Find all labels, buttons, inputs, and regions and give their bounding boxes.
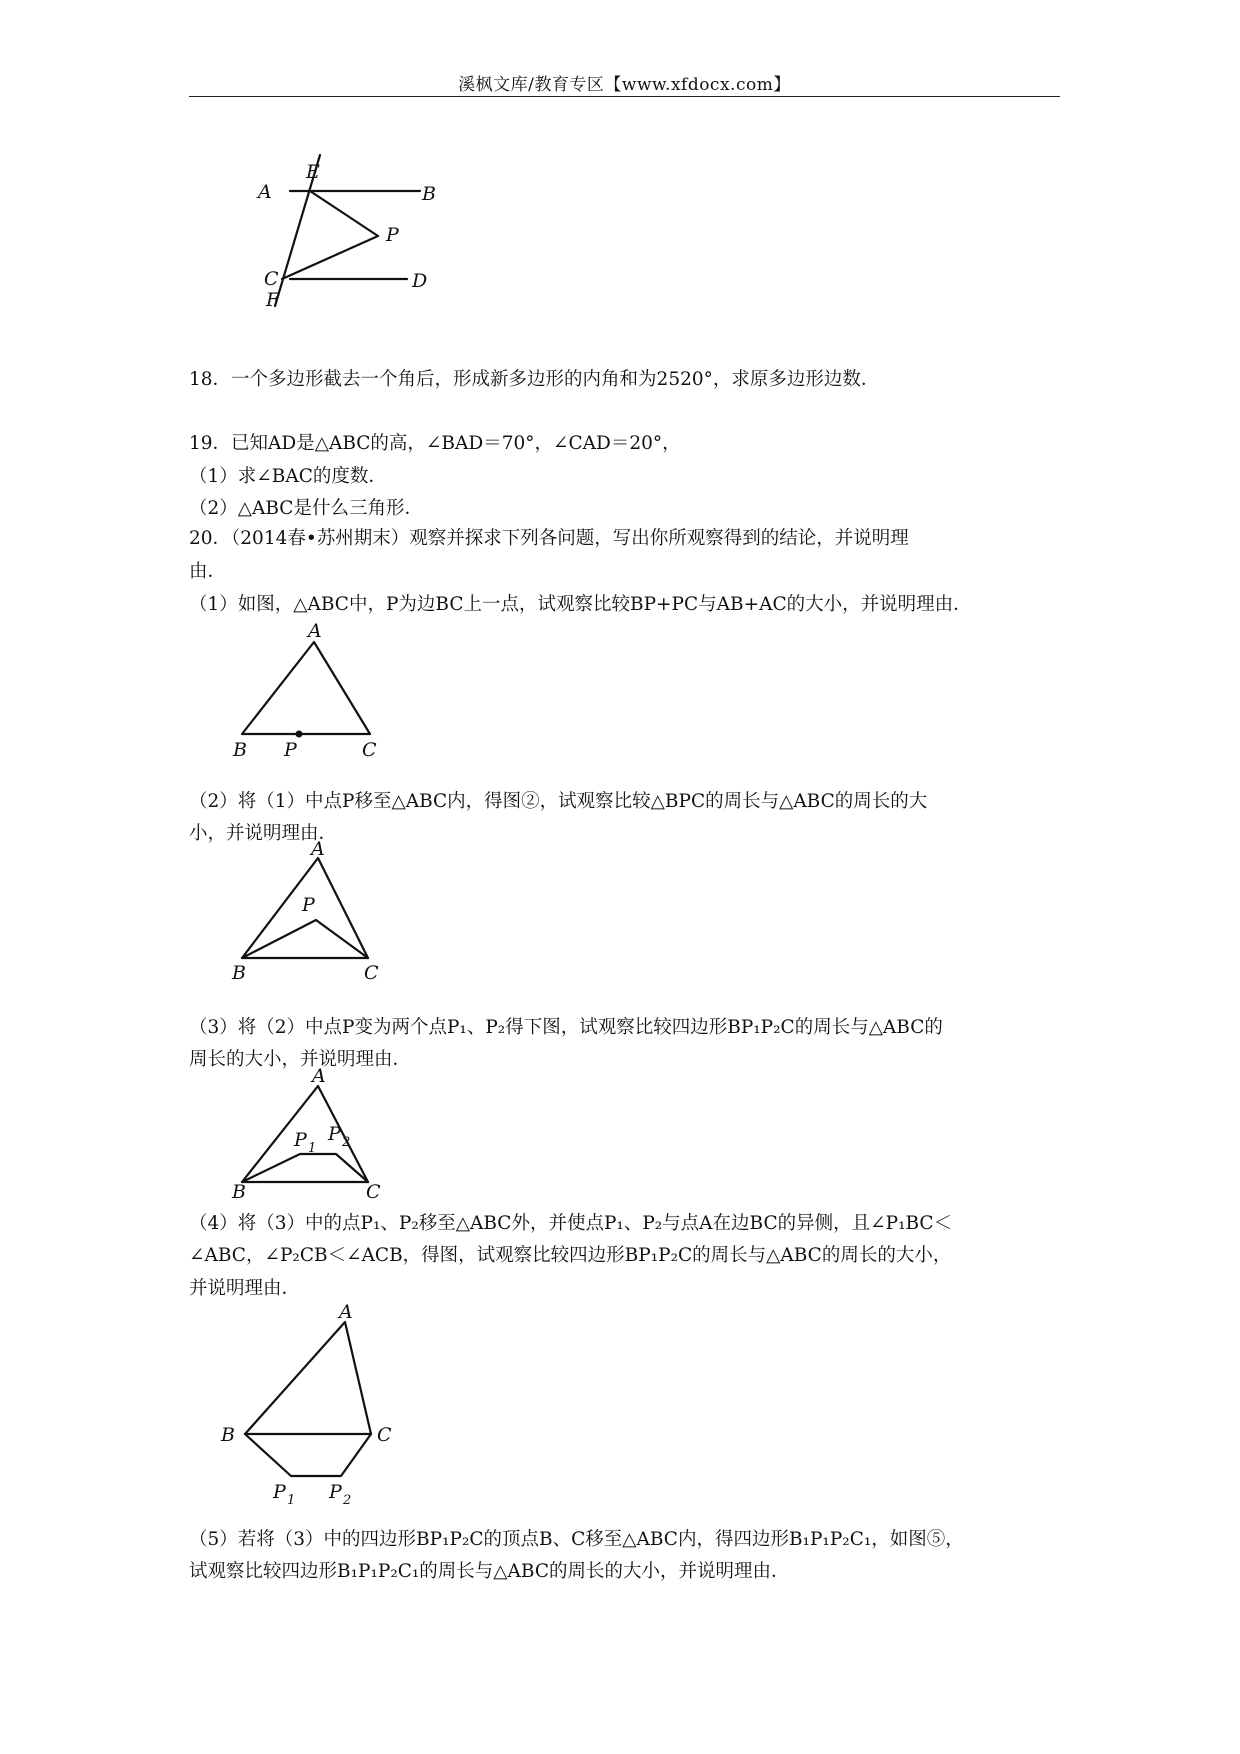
point-p xyxy=(296,731,303,738)
label-b: B xyxy=(233,739,247,761)
label-c: C xyxy=(264,268,279,290)
label-a: A xyxy=(311,838,325,860)
label-a: A xyxy=(312,1065,326,1087)
question-20-part-4-cont-2: 并说明理由． xyxy=(189,1278,301,1299)
question-19-part-2: （2）△ABC是什么三角形． xyxy=(189,498,423,519)
label-p1-subscript: 1 xyxy=(308,1141,317,1156)
page-header: 溪枫文库/教育专区【www.xfdocx.com】 xyxy=(458,75,791,95)
question-20-part-3: （3）将（2）中点P变为两个点P₁、P₂得下图，试观察比较四边形BP₁P₂C的周长与△ABC的 xyxy=(189,1017,943,1038)
label-p2-subscript: 2 xyxy=(343,1493,352,1508)
label-p1: P xyxy=(273,1481,286,1503)
label-a: A xyxy=(258,181,272,203)
label-f: F xyxy=(266,289,280,311)
label-c: C xyxy=(366,1181,381,1203)
label-d: D xyxy=(412,270,428,292)
label-c: C xyxy=(362,739,377,761)
question-20-part-4: （4）将（3）中的点P₁、P₂移至△ABC外，并使点P₁、P₂与点A在边BC的异侧，且∠P₁BC＜ xyxy=(189,1213,953,1234)
label-p2: P xyxy=(328,1123,341,1145)
question-20: 20．（2014春•苏州期末）观察并探求下列各问题，写出你所观察得到的结论，并说明理 xyxy=(189,528,909,549)
label-a: A xyxy=(308,620,322,642)
header-divider xyxy=(189,96,1060,97)
triangle-abc xyxy=(242,642,370,734)
question-20-part-3-cont: 周长的大小，并说明理由． xyxy=(189,1049,412,1070)
question-20-part-1: （1）如图，△ABC中，P为边BC上一点，试观察比较BP+PC与AB+AC的大小，并说明理由． xyxy=(189,594,972,615)
figure-1-triangle xyxy=(232,618,392,768)
question-19-part-1: （1）求∠BAC的度数． xyxy=(189,466,387,487)
label-p1-subscript: 1 xyxy=(287,1493,296,1508)
label-p2-subscript: 2 xyxy=(342,1135,351,1150)
label-c: C xyxy=(364,962,379,984)
question-20-part-2: （2）将（1）中点P移至△ABC内，得图②，试观察比较△BPC的周长与△ABC的周长的大 xyxy=(189,791,928,812)
figure-3-triangle xyxy=(232,1065,392,1208)
path-bpc xyxy=(242,920,368,958)
label-p: P xyxy=(302,894,315,916)
label-a: A xyxy=(339,1301,353,1323)
label-b: B xyxy=(422,183,436,205)
figure-2-triangle xyxy=(232,840,392,990)
figure-4-triangle xyxy=(215,1298,415,1518)
label-b: B xyxy=(232,962,246,984)
question-20-part-5-cont: 试观察比较四边形B₁P₁P₂C₁的周长与△ABC的周长的大小，并说明理由． xyxy=(189,1561,790,1582)
label-b: B xyxy=(232,1181,246,1203)
label-p: P xyxy=(386,224,399,246)
question-20-part-4-cont: ∠ABC，∠P₂CB＜∠ACB，得图，试观察比较四边形BP₁P₂C的周长与△ABC的周长的大小， xyxy=(189,1245,952,1266)
label-p1: P xyxy=(294,1129,307,1151)
label-b: B xyxy=(221,1424,235,1446)
label-p: P xyxy=(284,739,297,761)
question-19: 19．已知AD是△ABC的高，∠BAD＝70°，∠CAD＝20°， xyxy=(189,433,681,454)
question-20-part-2-cont: 小，并说明理由． xyxy=(189,823,338,844)
triangle-abc xyxy=(245,1322,371,1434)
question-20-cont: 由． xyxy=(189,561,227,582)
segment-ep xyxy=(310,191,378,236)
label-c: C xyxy=(377,1424,392,1446)
figure-parallel-lines xyxy=(258,150,450,320)
question-18: 18．一个多边形截去一个角后，形成新多边形的内角和为2520°，求原多边形边数． xyxy=(189,369,880,390)
label-p2: P xyxy=(329,1481,342,1503)
segment-pf xyxy=(282,236,378,279)
label-e: E xyxy=(306,161,320,183)
question-20-part-5: （5）若将（3）中的四边形BP₁P₂C的顶点B、C移至△ABC内，得四边形B₁P₁P₂C₁，如图⑤， xyxy=(189,1529,964,1550)
path-bp1p2c xyxy=(245,1434,371,1476)
